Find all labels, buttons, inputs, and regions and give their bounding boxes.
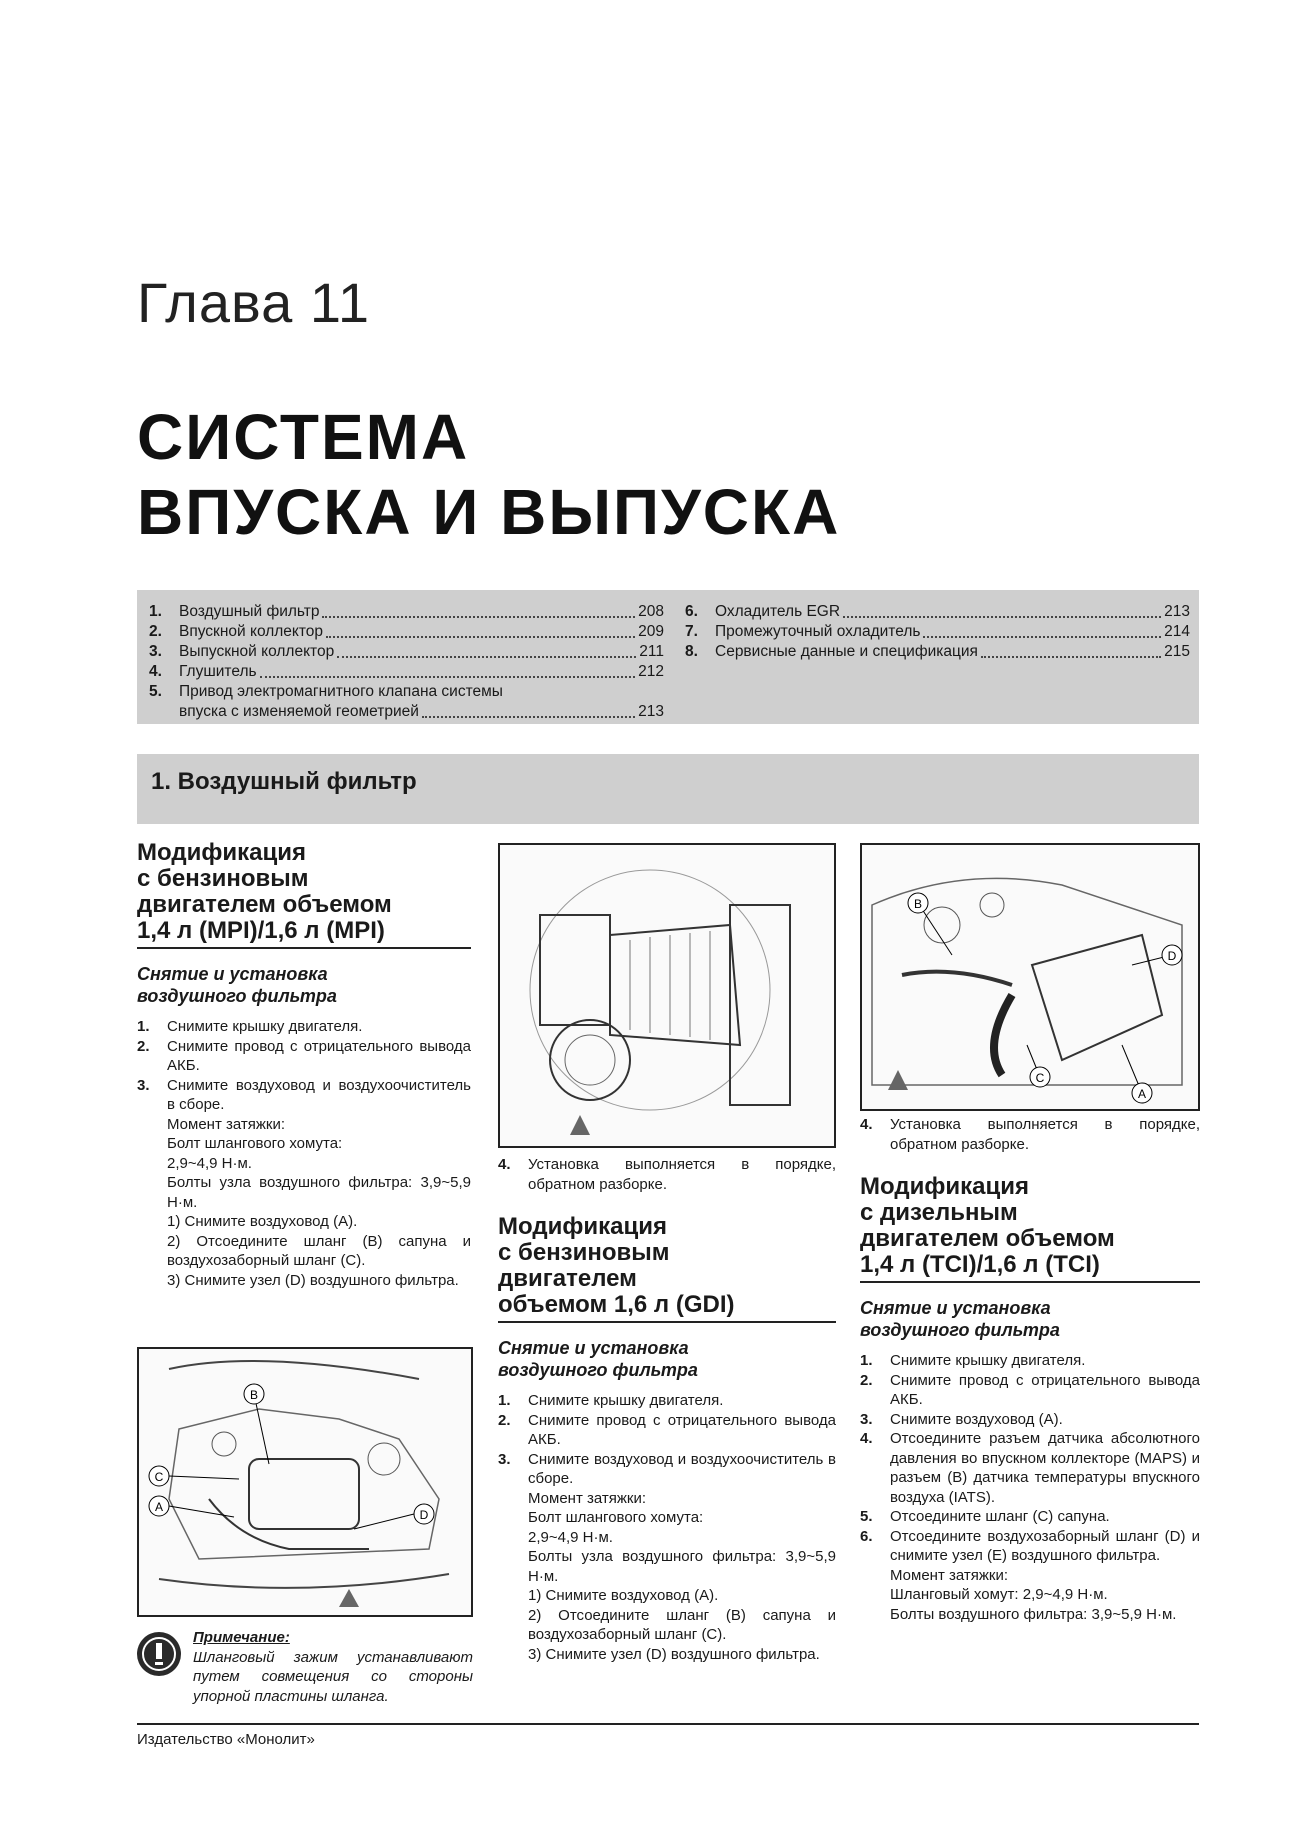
heading-line: Модификация	[860, 1173, 1029, 1200]
step-text: Отсоедините разъем датчика абсолютного давления во впускном коллекторе (MAPS) и разъем (B) датчика температуры впускного воздуха (IATS).	[890, 1430, 1200, 1506]
footer-divider	[137, 1723, 1199, 1725]
step	[860, 1410, 1200, 1430]
note-text-container	[193, 1628, 473, 1706]
heading-tci	[860, 1174, 1200, 1283]
step	[860, 1527, 1200, 1566]
subheading-removal	[137, 963, 471, 1007]
chapter-title-line-2: ВПУСКА И ВЫПУСКА	[137, 476, 841, 548]
toc-leader-dots	[843, 616, 1161, 618]
toc-leader-dots	[981, 656, 1161, 658]
toc-leader-dots	[326, 636, 635, 638]
figure-engine-bay-tci	[860, 843, 1200, 1111]
toc-item-title: Глушитель	[179, 663, 257, 680]
heading-line: Модификация	[137, 839, 306, 866]
table-of-contents	[137, 590, 1199, 724]
toc-item-number: 2.	[149, 623, 162, 640]
step-number: 3.	[498, 1450, 511, 1468]
toc-item[interactable]	[685, 602, 1190, 622]
subheading-line: Снятие и установка	[137, 964, 328, 984]
callout-label: B	[249, 1388, 259, 1402]
toc-item-title: Привод электромагнитного клапана системы	[179, 683, 503, 700]
toc-item-page: 209	[638, 623, 664, 640]
torque-value: 2,9~4,9 Н·м.	[167, 1154, 252, 1172]
callout-label: D	[419, 1508, 429, 1522]
torque-item: Болты узла воздушного фильтра: 3,9~5,9 Н·м.	[167, 1174, 471, 1211]
step-number: 1.	[860, 1352, 873, 1369]
substep: 3) Снимите узел (D) воздушного фильтра.	[167, 1271, 459, 1289]
toc-item[interactable]	[685, 642, 1190, 662]
toc-item[interactable]	[685, 622, 1190, 642]
chapter-number: Глава 11	[137, 271, 370, 334]
step-text: Снимите крышку двигателя.	[167, 1018, 363, 1035]
torque-item: Болты воздушного фильтра: 3,9~5,9 Н·м.	[890, 1605, 1177, 1623]
substep: 2) Отсоедините шланг (B) сапуна и воздухозаборный шланг (C).	[167, 1232, 471, 1269]
step	[498, 1450, 836, 1489]
publisher-footer: Издательство «Монолит»	[137, 1731, 315, 1748]
step-text: Снимите провод с отрицательного вывода АКБ.	[167, 1037, 471, 1074]
section-title: 1. Воздушный фильтр	[151, 768, 417, 795]
subheading-line: воздушного фильтра	[860, 1320, 1060, 1340]
step	[860, 1351, 1200, 1371]
figure-throttle-body	[498, 843, 836, 1148]
heading-line: 1,4 л (TCI)/1,6 л (TCI)	[860, 1251, 1100, 1278]
toc-left-column	[149, 602, 664, 722]
column-gdi	[498, 1155, 836, 1664]
throttle-illustration	[500, 845, 834, 1146]
note-heading: Примечание:	[193, 1629, 290, 1646]
step-text: Установка выполняется в порядке, обратном разборке.	[528, 1156, 836, 1193]
heading-line: 1,4 л (MPI)/1,6 л (MPI)	[137, 917, 385, 944]
step	[860, 1115, 1200, 1154]
torque-item: Шланговый хомут: 2,9~4,9 Н·м.	[890, 1586, 1108, 1603]
toc-item-page: 214	[1164, 623, 1190, 640]
step	[137, 1037, 471, 1076]
column-tci	[860, 1115, 1200, 1624]
callout-label: C	[1035, 1071, 1045, 1085]
torque-item: Болт шлангового хомута:	[167, 1135, 343, 1152]
step-number: 3.	[137, 1076, 150, 1094]
toc-item-title: Выпускной коллектор	[179, 643, 335, 660]
step-number: 4.	[860, 1430, 873, 1447]
toc-leader-dots	[322, 616, 635, 618]
heading-line: с дизельным	[860, 1199, 1018, 1226]
step-number: 2.	[137, 1037, 150, 1055]
step	[137, 1076, 471, 1115]
toc-item-number: 6.	[685, 603, 698, 620]
step	[860, 1429, 1200, 1507]
step-text: Отсоедините воздухозаборный шланг (D) и снимите узел (E) воздушного фильтра.	[890, 1527, 1200, 1564]
info-icon	[137, 1632, 181, 1676]
toc-item-number: 8.	[685, 643, 698, 660]
step-text: Снимите крышку двигателя.	[528, 1392, 724, 1409]
step-number: 1.	[137, 1018, 150, 1035]
toc-item-title: Воздушный фильтр	[179, 603, 320, 620]
step-number: 2.	[498, 1411, 511, 1429]
toc-leader-dots	[260, 676, 636, 678]
toc-item[interactable]	[149, 622, 664, 642]
step	[498, 1411, 836, 1450]
toc-item-page: 211	[639, 643, 664, 660]
substep: 2) Отсоедините шланг (B) сапуна и воздухозаборный шланг (C).	[528, 1606, 836, 1643]
heading-mpi	[137, 840, 471, 949]
callout-label: D	[1167, 949, 1177, 963]
step-number: 6.	[860, 1527, 873, 1545]
toc-leader-dots	[422, 716, 635, 718]
step-text: Отсоедините шланг (C) сапуна.	[890, 1508, 1110, 1525]
step	[498, 1155, 836, 1194]
callout-label: A	[154, 1500, 164, 1514]
step-number: 4.	[498, 1156, 511, 1173]
toc-item-title: Промежуточный охладитель	[715, 623, 921, 640]
toc-item[interactable]	[149, 662, 664, 682]
toc-item-page: 208	[638, 603, 664, 620]
toc-item-page: 213	[638, 703, 664, 720]
toc-item-title-continued: впуска с изменяемой геометрией	[179, 703, 419, 720]
heading-line: с бензиновым	[498, 1239, 670, 1266]
toc-item-number: 7.	[685, 623, 698, 640]
callout-label: C	[154, 1470, 164, 1484]
substep: 3) Снимите узел (D) воздушного фильтра.	[528, 1645, 820, 1663]
chapter-title-line-1: СИСТЕМА	[137, 401, 470, 473]
step-text: Снимите воздуховод и воздухоочиститель в сборе.	[167, 1076, 471, 1113]
heading-line: двигателем объемом	[860, 1225, 1115, 1252]
toc-item-number: 1.	[149, 603, 162, 620]
step-text: Снимите крышку двигателя.	[890, 1352, 1086, 1369]
toc-leader-dots	[923, 636, 1161, 638]
callout-label: A	[1137, 1087, 1147, 1101]
step	[498, 1391, 836, 1411]
substep: 1) Снимите воздуховод (A).	[167, 1213, 358, 1230]
torque-item: Болты узла воздушного фильтра: 3,9~5,9 Н·м.	[528, 1548, 836, 1585]
diesel-engine-illustration	[862, 845, 1198, 1109]
step-number: 4.	[860, 1116, 873, 1133]
engine-illustration	[139, 1349, 471, 1615]
section-header-bar	[137, 754, 1199, 824]
step	[860, 1371, 1200, 1410]
torque-item: Болт шлангового хомута:	[528, 1509, 704, 1526]
step-number: 5.	[860, 1508, 873, 1525]
subheading-line: Снятие и установка	[498, 1338, 689, 1358]
toc-item-page: 213	[1164, 603, 1190, 620]
step	[860, 1507, 1200, 1527]
step-number: 2.	[860, 1371, 873, 1389]
step-text: Снимите провод с отрицательного вывода АКБ.	[890, 1371, 1200, 1408]
step-number: 1.	[498, 1392, 511, 1409]
heading-line: объемом 1,6 л (GDI)	[498, 1291, 735, 1318]
toc-item-number: 3.	[149, 643, 162, 660]
subheading-line: воздушного фильтра	[498, 1360, 698, 1380]
toc-item-number: 5.	[149, 683, 162, 700]
heading-gdi	[498, 1214, 836, 1323]
column-mpi	[137, 840, 471, 1290]
subheading-removal	[860, 1297, 1200, 1341]
step-text: Снимите провод с отрицательного вывода АКБ.	[528, 1411, 836, 1448]
substep: 1) Снимите воздуховод (A).	[528, 1587, 719, 1604]
step-number: 3.	[860, 1410, 873, 1428]
torque-label: Момент затяжки:	[890, 1566, 1009, 1584]
callout-label: B	[913, 897, 923, 911]
toc-item[interactable]	[149, 642, 664, 662]
step-text: Установка выполняется в порядке, обратном разборке.	[890, 1116, 1200, 1153]
toc-item-title: Охладитель EGR	[715, 603, 841, 620]
note-block	[137, 1628, 472, 1708]
note-body: Шланговый зажим устанавливают путем совмещения со стороны упорной пластины шланга.	[193, 1648, 473, 1705]
toc-leader-dots	[337, 656, 636, 658]
toc-item-page: 215	[1164, 643, 1190, 660]
heading-line: с бензиновым	[137, 865, 309, 892]
torque-value: 2,9~4,9 Н·м.	[528, 1528, 613, 1546]
toc-item-title: Впускной коллектор	[179, 623, 324, 640]
step-text: Снимите воздуховод (A).	[890, 1410, 1063, 1428]
step	[137, 1017, 471, 1037]
heading-line: двигателем объемом	[137, 891, 392, 918]
toc-item-page: 212	[638, 663, 664, 680]
toc-item[interactable]	[149, 602, 664, 622]
toc-item-title: Сервисные данные и спецификация	[715, 643, 978, 660]
step-text: Снимите воздуховод и воздухоочиститель в сборе.	[528, 1450, 836, 1487]
heading-line: Модификация	[498, 1213, 667, 1240]
subheading-removal	[498, 1337, 836, 1381]
figure-engine-bay-mpi	[137, 1347, 473, 1617]
torque-label: Момент затяжки:	[528, 1489, 647, 1507]
torque-label: Момент затяжки:	[167, 1115, 286, 1133]
toc-item[interactable]	[149, 682, 664, 722]
toc-item-number: 4.	[149, 663, 162, 680]
subheading-line: Снятие и установка	[860, 1298, 1051, 1318]
toc-right-column	[685, 602, 1190, 662]
heading-line: двигателем	[498, 1265, 637, 1292]
subheading-line: воздушного фильтра	[137, 986, 337, 1006]
